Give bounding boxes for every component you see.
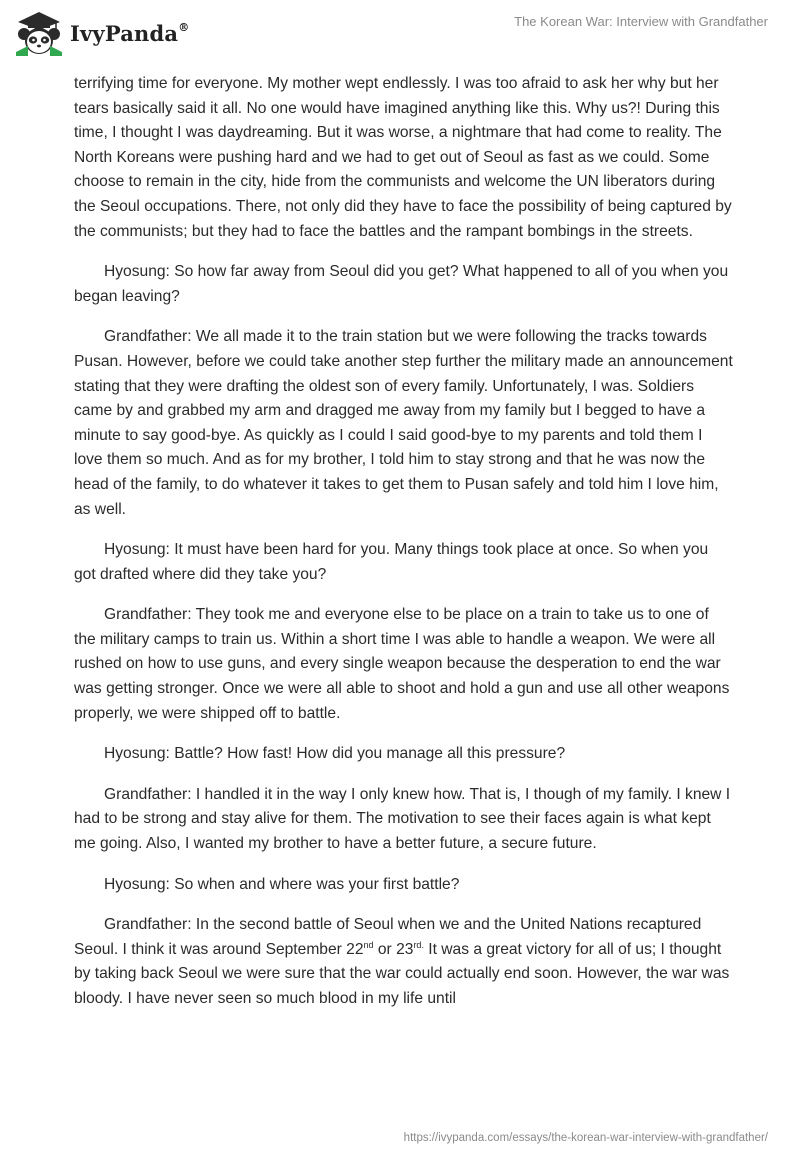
paragraph: Hyosung: So how far away from Seoul did you get? What happened to all of you when you began leaving? (74, 263, 729, 305)
document-title: The Korean War: Interview with Grandfather (514, 14, 768, 29)
paragraph: Grandfather: I handled it in the way I only knew how. That is, I though of my family. I knew I had to be strong and stay alive for them. The motivation to see their faces again is what kept me going. Also, I wanted my brother to have a better future, a secure future. (74, 785, 731, 853)
paragraph: Grandfather: They took me and everyone else to be place on a train to take us to one of the military camps to train us. Within a short time I was able to handle a weapon. We were all rushed on how to use guns, and every single weapon because the desperation to end the war was getting stronger. Once we were all able to shoot and hold a gun and use all other weapons properly, we were shipped off to battle. (74, 606, 730, 722)
text-run: or 23 (373, 940, 414, 958)
paragraph: Hyosung: Battle? How fast! How did you manage all this pressure? (104, 745, 566, 763)
logo-wordmark: IvyPanda® (70, 20, 190, 46)
page-header (0, 0, 800, 66)
paragraph: Hyosung: So when and where was your first battle? (104, 875, 460, 893)
text-run: Grandfather: In the second battle of Seoul when we and the United Nations recaptured Seoul. I think it was around September 22 (74, 916, 702, 958)
superscript: nd (363, 939, 374, 950)
paragraph: Hyosung: It must have been hard for you. Many things took place at once. So when you got drafted where did they take you? (74, 541, 709, 583)
panda-graduate-icon (14, 8, 64, 58)
ivypanda-logo[interactable] (14, 8, 189, 58)
paragraph: terrifying time for everyone. My mother wept endlessly. I was too afraid to ask her why but her tears basically said it all. No one would have imagined anything like this. Why us?! During this time, I thought I was daydreaming. But it was worse, a nightmare that had come to reality. The North Koreans were pushing hard and we had to get out of Seoul as fast as we could. Some choose to remain in the city, hide from the communists and welcome the UN liberators during the Seoul occupations. There, not only did they have to face the possibility of being captured by the communists; but they had to face the battles and the rampant bombings in the streets. (74, 75, 732, 240)
paragraph: Grandfather: We all made it to the train station but we were following the tracks towards Pusan. However, before we could take another step further the military made an announcement stating that they were drafting the oldest son of every family. Unfortunately, I was. Soldiers came by and grabbed my arm and dragged me away from my family but I begged to have a minute to say good-bye. As quickly as I could I said good-bye to my parents and told them I love them so much. And as for my brother, I told him to stay strong and that he was now the head of the family, to do whatever it takes to get them to Pusan safely and told him I love him, as well. (74, 328, 733, 518)
paragraph-last (74, 913, 734, 1011)
superscript: rd. (413, 939, 424, 950)
text-run: It was a great victory for all of us; I thought by taking back Seoul we were sure that the war could actually end soon. However, the war was bloody. I have never seen so much blood in my life until (74, 940, 730, 1007)
essay-body (74, 72, 734, 1028)
source-url-link[interactable]: https://ivypanda.com/essays/the-korean-war-interview-with-grandfather/ (403, 1132, 768, 1144)
